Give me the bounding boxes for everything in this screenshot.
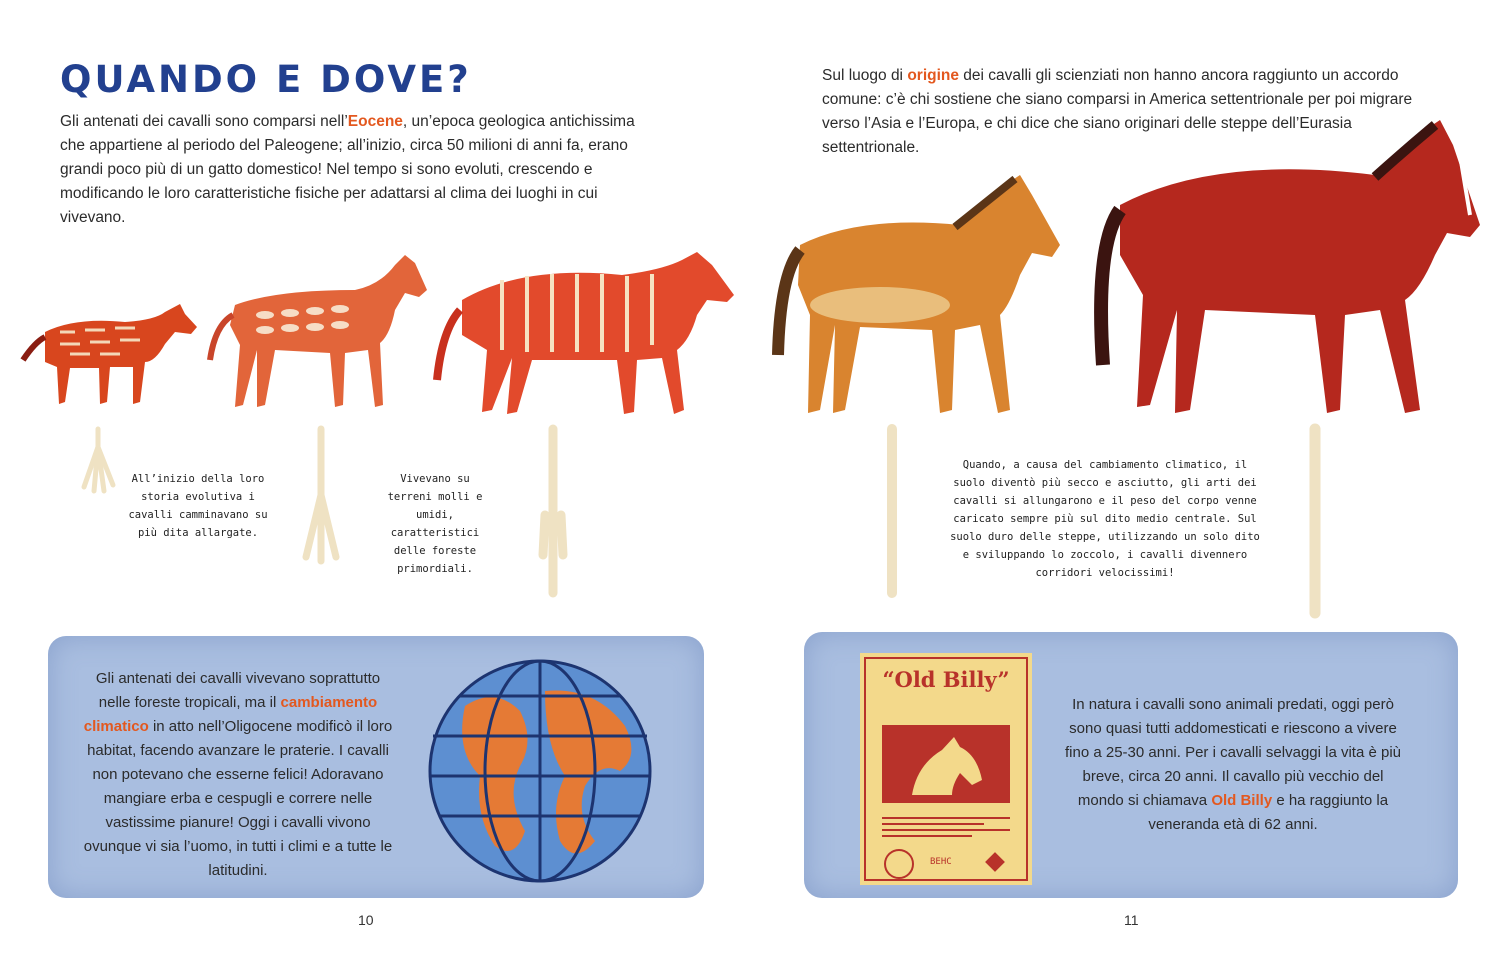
left-box-text (78, 667, 398, 883)
foot-bones-four-toes (78, 425, 118, 495)
przewalski-horse-illustration (770, 165, 1070, 420)
foot-bones-hoof-przewalski (872, 425, 912, 600)
foot-bones-three-toes (296, 425, 346, 565)
horse-head-icon (882, 725, 1010, 803)
page-number-right: 11 (1124, 912, 1139, 928)
eocene-highlight: Eocene (347, 113, 403, 130)
right-box-text-2: e ha raggiunto la veneranda età di 62 anni. (1148, 792, 1389, 833)
right-intro-text-1: Sul luogo di (822, 67, 908, 84)
foot-bones-hoof-modern (1293, 425, 1338, 620)
origine-highlight: origine (907, 67, 959, 84)
left-box-text-1: Gli antenati dei cavalli vivevano soprattutto nelle foreste tropicali, ma il (95, 670, 381, 711)
mesohippus-illustration (205, 235, 435, 420)
left-intro-text-1: Gli antenati dei cavalli sono comparsi nell’ (60, 113, 348, 130)
poster-text-lines (882, 813, 1010, 841)
old-billy-highlight: Old Billy (1211, 792, 1273, 809)
right-box-text-1: In natura i cavalli sono animali predati, oggi però sono quasi tutti addomesticati e riescono a vivere fino a 25-30 anni. Per i cavalli selvaggi la vita è più breve, circa 20 anni. Il cavallo più vecchio del mondo si chiamava (1064, 696, 1402, 809)
poster-portrait-icon (884, 849, 914, 879)
caption-soft-ground: Vivevano su terreni molli e umidi, caratteristici delle foreste primordiali. (387, 473, 483, 575)
globe-illustration (425, 656, 655, 886)
left-intro-text-2: , un’epoca geologica antichissima che appartiene al periodo del Paleogene; all’inizio, circa 50 milioni di anni fa, erano grandi poco più di un gatto domestico! Nel tempo si sono evoluti, crescendo e modificando le loro caratteristiche fisiche per adattarsi al clima dei luoghi in cui vivevano. (60, 113, 635, 226)
old-billy-poster (860, 653, 1032, 885)
foot-bones-middle-toe (533, 425, 573, 600)
merychippus-illustration (422, 240, 737, 430)
left-intro-paragraph (60, 110, 640, 230)
right-intro-text-2: dei cavalli gli scienziati non hanno ancora raggiunto un accordo comune: c’è chi sostiene che siano comparsi in America settentrionale per poi migrare verso l’Asia e l’Europa, e chi dice che siano originari delle steppe dell’Eurasia settentrionale. (822, 67, 1413, 156)
page-title: QUANDO E DOVE? (60, 58, 472, 101)
climate-change-highlight: cambiamento climatico (83, 694, 378, 735)
caption-climate-change: Quando, a causa del cambiamento climatico, il suolo diventò più secco e asciutto, gli arti dei cavalli si allungarono e il peso del corpo venne caricato sempre più sul dito medio centrale. Sul suolo duro delle steppe, utilizzando un solo dito e sviluppando lo zoccolo, i cavalli divennero corridori velocissimi! (950, 459, 1260, 579)
right-box-text (1058, 693, 1408, 837)
eohippus-illustration (15, 292, 200, 422)
poster-horse-picture (882, 725, 1010, 803)
poster-diamond-icon (985, 852, 1005, 872)
page-number-left: 10 (358, 912, 374, 928)
caption-early-evolution: All’inizio della loro storia evolutiva i cavalli camminavano su più dita allargate. (128, 473, 268, 539)
left-box-text-2: in atto nell’Oligocene modificò il loro habitat, facendo avanzare le praterie. I cavalli non potevano che esserne felici! Adoravano mangiare erba e cespugli e correre nelle vastissime pianure! Oggi i cavalli vivono ovunque vi sia l’uomo, in tutti i climi e a tutte le latitudini. (83, 718, 393, 879)
poster-title: “Old Billy” (882, 667, 1010, 692)
poster-footer: BEHC (930, 857, 952, 867)
modern-horse-illustration (1075, 115, 1485, 420)
